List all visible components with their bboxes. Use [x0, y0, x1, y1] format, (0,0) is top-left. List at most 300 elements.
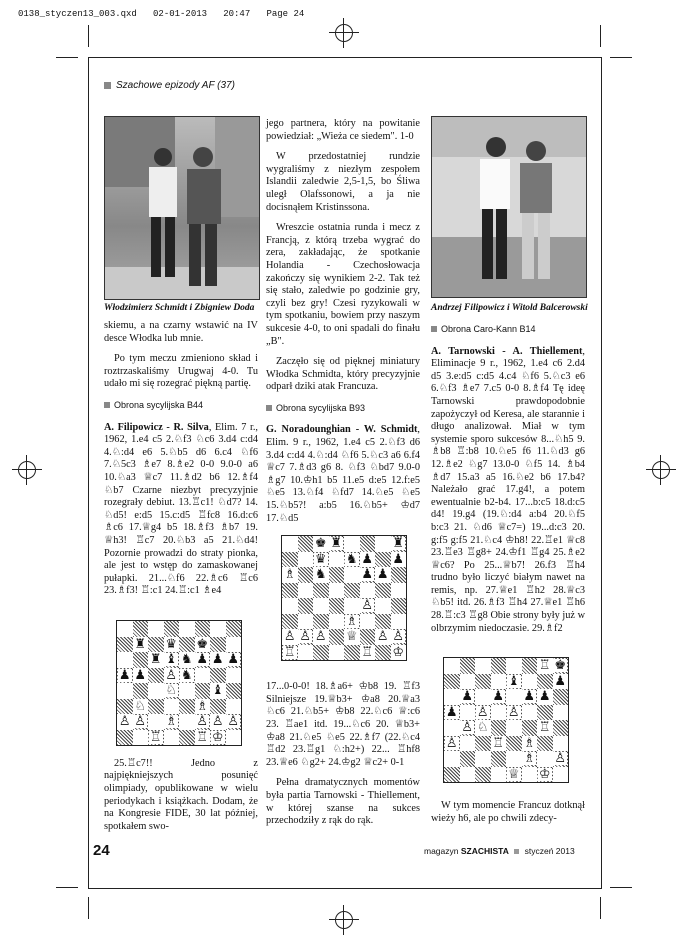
chess-piece-icon: ♙: [376, 629, 389, 645]
paragraph: Zaczęło się od pięknej miniatury Włodka Schmidta, który precyzyjnie odparł dziki atak Francuza.: [266, 356, 420, 393]
paragraph: Pełna dramatycznych momentów była partia Tarnowski - Thiellement, w której szanse na sukces przechodziły z rąk do rąk.: [266, 777, 420, 827]
chess-piece-icon: ♙: [461, 720, 474, 736]
board-square: [391, 629, 407, 645]
board-square: [444, 767, 460, 783]
paragraph: jego partnera, który na powitanie powiedział: „Wieża ce siedem". 1-0: [266, 118, 420, 142]
photo-filipowicz-balcerowski: [431, 116, 587, 298]
board-square: [133, 714, 149, 730]
game-players: A. Filipowicz - R. Silva: [104, 421, 209, 433]
chess-piece-icon: ♔: [538, 766, 551, 782]
board-square: [391, 598, 407, 614]
board-square: [179, 668, 195, 684]
chess-piece-icon: ♗: [345, 613, 358, 629]
game-notation: [266, 424, 420, 525]
board-square: [522, 751, 538, 767]
board-square: [444, 720, 460, 736]
board-square: [313, 567, 329, 583]
board-square: [537, 720, 553, 736]
column-2: [266, 118, 420, 836]
board-square: [344, 598, 360, 614]
board-square: [179, 714, 195, 730]
board-square: [553, 736, 569, 752]
chess-piece-icon: ♜: [392, 536, 405, 552]
chess-piece-icon: ♞: [180, 652, 193, 668]
board-square: [148, 683, 164, 699]
board-square: [329, 536, 345, 552]
board-square: [444, 674, 460, 690]
chess-piece-icon: ♖: [538, 720, 551, 736]
board-square: [164, 714, 180, 730]
board-square: [475, 736, 491, 752]
chess-piece-icon: ♙: [392, 629, 405, 645]
board-square: [329, 552, 345, 568]
board-square: [298, 629, 314, 645]
footer-magazine: magazyn SZACHISTA styczeń 2013: [424, 846, 575, 856]
chess-piece-icon: ♖: [538, 658, 551, 674]
board-square: [375, 567, 391, 583]
board-square: [522, 736, 538, 752]
board-square: [226, 621, 242, 637]
section-marker-icon: [104, 82, 111, 89]
board-square: [522, 720, 538, 736]
chess-piece-icon: ♔: [392, 644, 405, 660]
board-square: [553, 720, 569, 736]
chess-piece-icon: ♟: [554, 673, 567, 689]
board-square: [444, 705, 460, 721]
board-square: [313, 598, 329, 614]
board-square: [522, 767, 538, 783]
chess-piece-icon: ♟: [227, 652, 240, 668]
board-square: [460, 720, 476, 736]
board-square: [537, 689, 553, 705]
game-notation: [104, 422, 258, 598]
paragraph: W przedostatniej rundzie wygraliśmy z niezłym zespołem Islandii zaledwie 2,5-1,5, bo Śliwa uległ Olafssonowi, a ja nie docisnąłem Kristinssona.: [266, 151, 420, 213]
board-square: [475, 705, 491, 721]
board-square: [133, 652, 149, 668]
board-square: [360, 614, 376, 630]
board-square: [475, 689, 491, 705]
board-square: [298, 567, 314, 583]
opening-marker-icon: [266, 405, 272, 411]
board-square: [506, 751, 522, 767]
board-square: [553, 674, 569, 690]
chess-piece-icon: ♙: [196, 714, 209, 730]
board-square: [226, 730, 242, 746]
board-square: [133, 683, 149, 699]
board-square: [444, 689, 460, 705]
opening-marker-icon: [104, 402, 110, 408]
registration-mark-top: [329, 18, 359, 48]
board-square: [117, 683, 133, 699]
board-square: [148, 668, 164, 684]
chess-piece-icon: ♟: [134, 667, 147, 683]
board-square: [313, 614, 329, 630]
board-square: [475, 674, 491, 690]
chess-piece-icon: ♚: [554, 658, 567, 674]
registration-mark-bottom: [329, 905, 359, 935]
game-moves: , Elim. 7 r., 1962, 1.e4 c5 2.♘f3 ♘c6 3.d4 c:d4 4.♘:d4 e6 5.♘b5 d6 6.c4 ♘f6 7.♘5c3 ♗e7 8.♗e2 0-0 9.0-0 a6 10.♘a3 ♕c7 11.♗d2 b6 12.♗f4 ♘b7 Czarne niezbyt precyzyjnie rozegrały debiut. 13.♖c1! ♘d7? 14. ♘d5! e:d5 15.c:d5 ♖fc8 16.d:c6 ♗c6 17.♕g4 b5 18.♗f3 ♗b7 19. ♕h3! ♖c7 20.♘b3 a5 21.♘d4! Pozornie prowadzi do straty pionka, ale jest to wstęp do zamaskowanej pułapki. 21...♘f6 22.♗c6 ♖c6 23.♗f3! ♖:c1 24.♖:c1 ♗e4: [104, 421, 258, 597]
board-square: [313, 552, 329, 568]
game-players: A. Tarnowski - A. Thiellement: [431, 345, 583, 357]
board-square: [537, 674, 553, 690]
board-square: [460, 658, 476, 674]
chess-piece-icon: ♙: [227, 714, 240, 730]
paragraph: 17...0-0-0! 18.♗a6+ ♔b8 19. ♖f3 Silniejsze 19.♕b3+ ♔a8 20.♕a3 ♘c6 21.♘b5+ ♔b8 22.♘c6 ♕:c6 23. ♖ae1 itd. 19...♘c6 20. ♕b3+ ♔a8 21.♘e5 ♘e5 22.♗f7 (22.♘c4 ♖d2 23.♖g1 ♘:h2+) 22... ♖hf8 23.♕e6 ♘g2+ 24.♔g2 ♕c2+ 0-1: [266, 681, 420, 768]
board-square: [282, 614, 298, 630]
board-square: [282, 536, 298, 552]
board-square: [133, 637, 149, 653]
board-square: [298, 552, 314, 568]
chess-piece-icon: ♚: [314, 536, 327, 552]
board-square: [460, 689, 476, 705]
board-square: [360, 583, 376, 599]
board-square: [491, 751, 507, 767]
board-square: [133, 699, 149, 715]
chess-piece-icon: ♘: [165, 683, 178, 699]
board-square: [475, 751, 491, 767]
board-square: [344, 552, 360, 568]
board-square: [282, 567, 298, 583]
chess-diagram-3: [443, 657, 569, 783]
board-square: [148, 637, 164, 653]
board-square: [226, 668, 242, 684]
board-square: [506, 767, 522, 783]
chess-piece-icon: ♟: [538, 689, 551, 705]
chess-diagram-2: [281, 535, 407, 661]
board-square: [553, 705, 569, 721]
game-players: G. Noradounghian - W. Schmidt: [266, 424, 418, 436]
board-square: [133, 621, 149, 637]
board-square: [537, 767, 553, 783]
board-square: [444, 658, 460, 674]
opening-label: Obrona sycylijska B93: [266, 402, 420, 415]
chess-piece-icon: ♜: [134, 636, 147, 652]
chess-piece-icon: ♜: [330, 536, 343, 552]
chess-piece-icon: ♞: [180, 667, 193, 683]
chess-piece-icon: ♝: [507, 673, 520, 689]
game-notation: [431, 346, 585, 636]
chess-piece-icon: ♚: [196, 636, 209, 652]
board-square: [444, 751, 460, 767]
board-square: [226, 699, 242, 715]
board-square: [475, 767, 491, 783]
board-square: [391, 567, 407, 583]
chess-piece-icon: ♗: [196, 698, 209, 714]
column-3: [431, 323, 585, 643]
chess-piece-icon: ♕: [507, 766, 520, 782]
board-square: [522, 689, 538, 705]
chess-piece-icon: ♙: [445, 735, 458, 751]
chess-piece-icon: ♛: [165, 636, 178, 652]
board-square: [148, 621, 164, 637]
board-square: [344, 614, 360, 630]
board-square: [491, 736, 507, 752]
board-square: [195, 668, 211, 684]
board-square: [298, 583, 314, 599]
board-square: [375, 552, 391, 568]
board-square: [360, 567, 376, 583]
chess-piece-icon: ♗: [283, 567, 296, 583]
board-square: [282, 645, 298, 661]
board-square: [179, 730, 195, 746]
board-square: [360, 598, 376, 614]
paragraph: Wreszcie ostatnia runda i mecz z Francją, z którą trzeba wygrać do zera, zakładając, że spotkanie Holandia - Czechosłowacja zakończy się wynikiem 2-2. Tak też się stało, zaledwie po godzinie gry, czyli bez gry! Czesi ryzykowali w tym spotkaniu, bowiem przy naszym sukcesie 4-0, to oni spadali do finału „B".: [266, 222, 420, 347]
board-square: [195, 683, 211, 699]
board-square: [491, 658, 507, 674]
registration-mark-left: [12, 455, 42, 485]
board-square: [553, 689, 569, 705]
board-square: [360, 629, 376, 645]
board-square: [491, 674, 507, 690]
board-square: [329, 614, 345, 630]
board-square: [313, 583, 329, 599]
board-square: [329, 583, 345, 599]
board-square: [164, 730, 180, 746]
board-square: [195, 714, 211, 730]
board-square: [133, 730, 149, 746]
board-square: [344, 629, 360, 645]
registration-mark-right: [646, 455, 676, 485]
board-square: [226, 714, 242, 730]
board-square: [375, 614, 391, 630]
board-square: [282, 598, 298, 614]
game-moves: , Eliminacje 9 r., 1962, 1.e4 c6 2.d4 d5 3.e:d5 c:d5 4.c4 ♘f6 5.♘c3 e6 6.♘f3 ♗e7 7.c5 0-0 8.♗f4 Tę ideę Tarnowski prawdopodobnie zapożyczył od Keresa, ale starannie i długo analizował. Miał w tym systemie sporo sukcesów 8...♘h5 9. ♗b8 ♖:b8 10.♘e5 f6 11.♘d3 g6 12.♗e2 ♘g7 13.0-0 ♘f5 14. ♗b4 ♗d7 15.a3 a5 16.♘e2 b6 17.b4? Należało grać 17.g4!, a potem ewentualnie b2-b4. 17...b:c5 18.d:c5 d4! 19.g4 (19.♘:d4 a:b4 20.♘f5 b:c3 21. ♘d6 ♕c7=) 19...d:c3 20. g:f5 g:f5 21.♘c4 ♔h8! 22.♖e1 ♕c8 23.♖e3 ♖g8+ 24.♔f1 ♖g4 25.♗e2 ♕c6? Po 25...♕b7! 26.f3 ♖h4 trudno było liczyć białym nawet na remis, np. 27.♕e1 ♖h2 28.♕c3 ♘b5! itd. 26.♗f3 ♖h4 27.♕e1 ♖h6 28.♖:c3 ♖g8 Obie strony były już w olbrzymim niedoczasie. 29.♗f2: [431, 345, 585, 634]
board-square: [195, 652, 211, 668]
photo-schmidt-doda: [104, 116, 260, 300]
board-square: [179, 637, 195, 653]
board-square: [360, 536, 376, 552]
opening-label: Obrona Caro-Kann B14: [431, 323, 585, 336]
board-square: [117, 730, 133, 746]
board-square: [475, 658, 491, 674]
chess-piece-icon: ♜: [149, 652, 162, 668]
board-square: [179, 652, 195, 668]
board-square: [553, 658, 569, 674]
board-square: [148, 699, 164, 715]
chess-piece-icon: ♛: [314, 551, 327, 567]
board-square: [460, 767, 476, 783]
board-square: [329, 567, 345, 583]
board-square: [522, 658, 538, 674]
board-square: [460, 751, 476, 767]
section-label: Szachowe epizody AF (37): [116, 80, 235, 91]
board-square: [210, 730, 226, 746]
board-square: [375, 536, 391, 552]
board-square: [210, 652, 226, 668]
board-square: [164, 699, 180, 715]
board-square: [210, 699, 226, 715]
board-square: [164, 683, 180, 699]
chess-piece-icon: ♙: [283, 629, 296, 645]
board-square: [313, 645, 329, 661]
chess-piece-icon: ♗: [523, 751, 536, 767]
chess-piece-icon: ♙: [165, 667, 178, 683]
board-square: [506, 736, 522, 752]
chess-piece-icon: ♕: [345, 629, 358, 645]
board-square: [179, 621, 195, 637]
board-square: [164, 637, 180, 653]
board-square: [375, 583, 391, 599]
chess-piece-icon: ♟: [361, 551, 374, 567]
column-3-end: [431, 800, 585, 833]
board-square: [491, 767, 507, 783]
board-square: [282, 583, 298, 599]
chess-piece-icon: ♙: [118, 714, 131, 730]
board-square: [444, 736, 460, 752]
board-square: [491, 720, 507, 736]
page-number: 24: [93, 842, 110, 859]
board-square: [148, 714, 164, 730]
paragraph: Po tym meczu zmieniono skład i roztrzaskaliśmy Urugwaj 4-0. Tu udało mi się rozegrać piękną partię.: [104, 353, 258, 390]
board-square: [391, 583, 407, 599]
board-square: [344, 567, 360, 583]
board-square: [117, 699, 133, 715]
chess-piece-icon: ♙: [299, 629, 312, 645]
board-square: [375, 598, 391, 614]
board-square: [282, 552, 298, 568]
chess-piece-icon: ♟: [523, 689, 536, 705]
board-square: [133, 668, 149, 684]
opening-label: Obrona sycylijska B44: [104, 399, 258, 412]
chess-piece-icon: ♟: [376, 567, 389, 583]
board-square: [391, 614, 407, 630]
chess-piece-icon: ♙: [361, 598, 374, 614]
board-square: [117, 621, 133, 637]
chess-piece-icon: ♙: [314, 629, 327, 645]
photo-caption-2: Andrzej Filipowicz i Witold Balcerowski: [431, 303, 588, 313]
board-square: [195, 637, 211, 653]
board-square: [522, 705, 538, 721]
board-square: [391, 536, 407, 552]
board-square: [298, 598, 314, 614]
board-square: [298, 645, 314, 661]
chess-piece-icon: ♘: [134, 698, 147, 714]
chess-piece-icon: ♖: [492, 735, 505, 751]
chess-piece-icon: ♔: [211, 729, 224, 745]
board-square: [360, 645, 376, 661]
board-square: [553, 751, 569, 767]
board-square: [148, 652, 164, 668]
chess-piece-icon: ♖: [283, 644, 296, 660]
board-square: [329, 645, 345, 661]
board-square: [210, 683, 226, 699]
board-square: [313, 536, 329, 552]
board-square: [375, 629, 391, 645]
chess-piece-icon: ♗: [165, 714, 178, 730]
board-square: [375, 645, 391, 661]
board-square: [148, 730, 164, 746]
board-square: [344, 583, 360, 599]
board-square: [460, 736, 476, 752]
board-square: [391, 552, 407, 568]
board-square: [391, 645, 407, 661]
board-square: [329, 629, 345, 645]
photo-caption-1: Włodzimierz Schmidt i Zbigniew Doda: [104, 303, 255, 313]
board-square: [195, 621, 211, 637]
chess-piece-icon: ♟: [461, 689, 474, 705]
chess-piece-icon: ♟: [361, 567, 374, 583]
board-square: [475, 720, 491, 736]
chess-piece-icon: ♝: [165, 652, 178, 668]
board-square: [179, 699, 195, 715]
board-square: [506, 705, 522, 721]
board-square: [506, 674, 522, 690]
board-square: [226, 683, 242, 699]
chess-piece-icon: ♟: [392, 551, 405, 567]
board-square: [460, 674, 476, 690]
chess-piece-icon: ♙: [211, 714, 224, 730]
board-square: [164, 621, 180, 637]
board-square: [282, 629, 298, 645]
chess-piece-icon: ♟: [196, 652, 209, 668]
chess-piece-icon: ♖: [361, 644, 374, 660]
board-square: [210, 714, 226, 730]
board-square: [298, 614, 314, 630]
chess-piece-icon: ♙: [554, 751, 567, 767]
board-square: [522, 674, 538, 690]
opening-marker-icon: [431, 326, 437, 332]
board-square: [179, 683, 195, 699]
board-square: [164, 668, 180, 684]
game-moves: , Elim. 9 r., 1962, 1.e4 c5 2.♘f3 d6 3.d4 c:d4 4.♘:d4 ♘f6 5.♘c3 a6 6.f4 ♕c7 7.♗d3 g6 8. ♘f3 ♘bd7 9.0-0 ♗g7 10.♔h1 b5 11.e5 d:e5 12.f:e5 ♘e5 13.♘f4 ♘fd7 14.♘e5 ♘e5 15.♘b5?! a:b5 16.♘b5+ ♔d7 17.♘d5: [266, 424, 420, 524]
board-square: [195, 730, 211, 746]
footer-separator-icon: [514, 849, 519, 854]
section-header: [104, 80, 235, 91]
board-square: [506, 689, 522, 705]
board-square: [553, 767, 569, 783]
board-square: [506, 720, 522, 736]
chess-piece-icon: ♞: [345, 551, 358, 567]
chess-piece-icon: ♟: [445, 704, 458, 720]
board-square: [210, 637, 226, 653]
board-square: [117, 668, 133, 684]
paragraph: 25.♖c7!! Jedno z najpiękniejszych posunięć olimpiady, opublikowane w wielu periodykach i książkach. Dodam, że na Kongresie FIDE, 30 lat później, spotkałem swo-: [104, 757, 258, 832]
chess-piece-icon: ♟: [211, 652, 224, 668]
board-square: [298, 536, 314, 552]
chess-piece-icon: ♘: [476, 720, 489, 736]
board-square: [313, 629, 329, 645]
column-1: [104, 320, 258, 841]
chess-piece-icon: ♙: [507, 704, 520, 720]
board-square: [537, 736, 553, 752]
chess-piece-icon: ♞: [314, 567, 327, 583]
chess-piece-icon: ♟: [492, 689, 505, 705]
board-square: [195, 699, 211, 715]
board-square: [360, 552, 376, 568]
paragraph: skiemu, a na czarny wstawić na IV desce Włodka lub mnie.: [104, 320, 258, 344]
paragraph: W tym momencie Francuz dotknął wieży h6, ale po chwili zdecy-: [431, 800, 585, 824]
chess-piece-icon: ♖: [149, 729, 162, 745]
board-square: [226, 637, 242, 653]
board-square: [537, 705, 553, 721]
board-square: [329, 598, 345, 614]
board-square: [344, 536, 360, 552]
chess-piece-icon: ♗: [523, 735, 536, 751]
board-square: [491, 689, 507, 705]
chess-piece-icon: ♖: [196, 729, 209, 745]
chess-piece-icon: ♝: [211, 683, 224, 699]
board-square: [506, 658, 522, 674]
chess-piece-icon: ♙: [476, 704, 489, 720]
board-square: [537, 658, 553, 674]
board-square: [344, 645, 360, 661]
board-square: [164, 652, 180, 668]
footer-issue: styczeń 2013: [524, 846, 575, 856]
board-square: [117, 652, 133, 668]
board-square: [210, 668, 226, 684]
chess-piece-icon: ♙: [134, 714, 147, 730]
chess-diagram-1: [116, 620, 242, 746]
